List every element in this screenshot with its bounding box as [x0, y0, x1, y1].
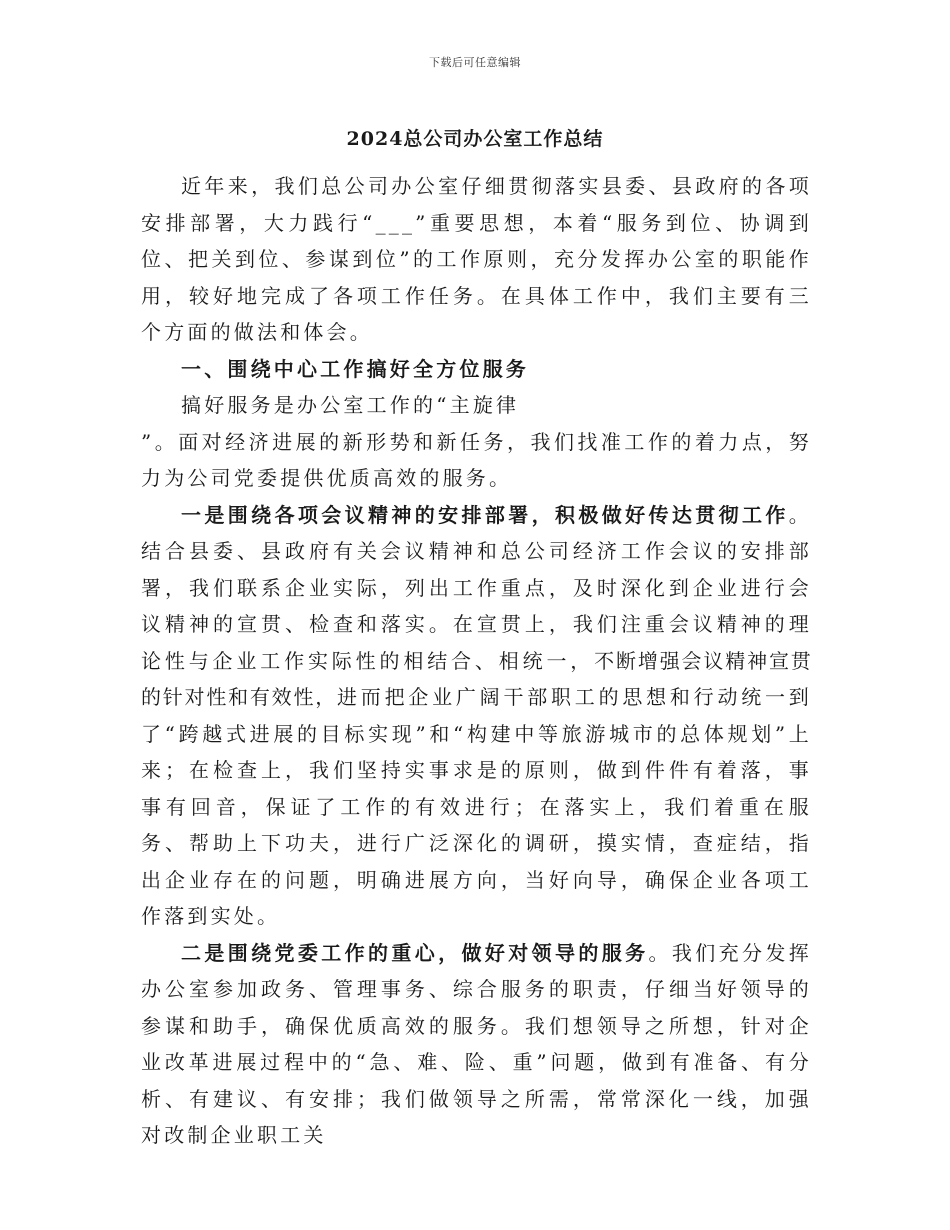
- point1-body-a: 。结合县委、县政府有关会议精神和总公司经济工作会议的安排部署，我们联系企业实际，列出工作重点，及时深化到企业进行会议精神的宣贯、检查和落实。在宣贯上，我们注重会议精神的理论性与企业工作实际性的相结合、相统一，: [141, 502, 812, 673]
- point2-paragraph: [141, 935, 812, 1154]
- header-note: 下载后可任意编辑: [429, 56, 521, 69]
- point2-body: 。我们充分发挥办公室参加政务、管理事务、综合服务的职责，仔细当好领导的参谋和助手，确保优质高效的服务。我们想领导之所想，针对企业改革进展过程中的“急、难、险、重”问题，做到有准备、有分析、有建议、有安排；我们做领导之所需，常常深化一线，加强对改制企业职工关: [141, 940, 813, 1147]
- point1-body-b: 不断增强会议精神宣贯的针对性和有效性，: [141, 648, 813, 709]
- document-body: [141, 168, 812, 1154]
- point2-lead: 二是围绕党委工作的重心，做好对领导的服务: [181, 940, 649, 965]
- section1-paragraph-line2: ”。面对经济进展的新形势和新任务，我们找准工作的着力点，努力为公司党委提供优质高效的服务。: [141, 429, 812, 490]
- point1-lead: 一是围绕各项会议精神的安排部署，积极做好传达贯彻工作: [181, 502, 789, 527]
- document-title: 2024总公司办公室工作总结: [346, 128, 604, 150]
- section-heading-1: 一、围绕中心工作搞好全方位服务: [181, 356, 529, 381]
- point1-paragraph: [141, 497, 812, 935]
- point1-body-c: 进而把企业广阔干部职工的思想和行动统一到了“跨越式进展的目标实现”和“构建中等旅游城市的总体规划”上来；在检查上，我们坚持实事求是的原则，做到件件有着落，事事有回音，保证了工作的有效进行；在落实上，我们着重在服务、帮助上下功夫，进行广泛深化的调研，摸实情，查症结，指出企业存在的问题，明确进展方向，当好向导，确保企业各项工作落到实处。: [141, 685, 812, 928]
- section1-paragraph-line1: 搞好服务是办公室工作的“主旋律: [181, 393, 520, 417]
- intro-paragraph: 近年来，我们总公司办公室仔细贯彻落实县委、县政府的各项安排部署，大力践行“___”重要思想，本着“服务到位、协调到位、把关到位、参谋到位”的工作原则，充分发挥办公室的职能作用，较好地完成了各项工作任务。在具体工作中，我们主要有三个方面的做法和体会。: [141, 174, 812, 344]
